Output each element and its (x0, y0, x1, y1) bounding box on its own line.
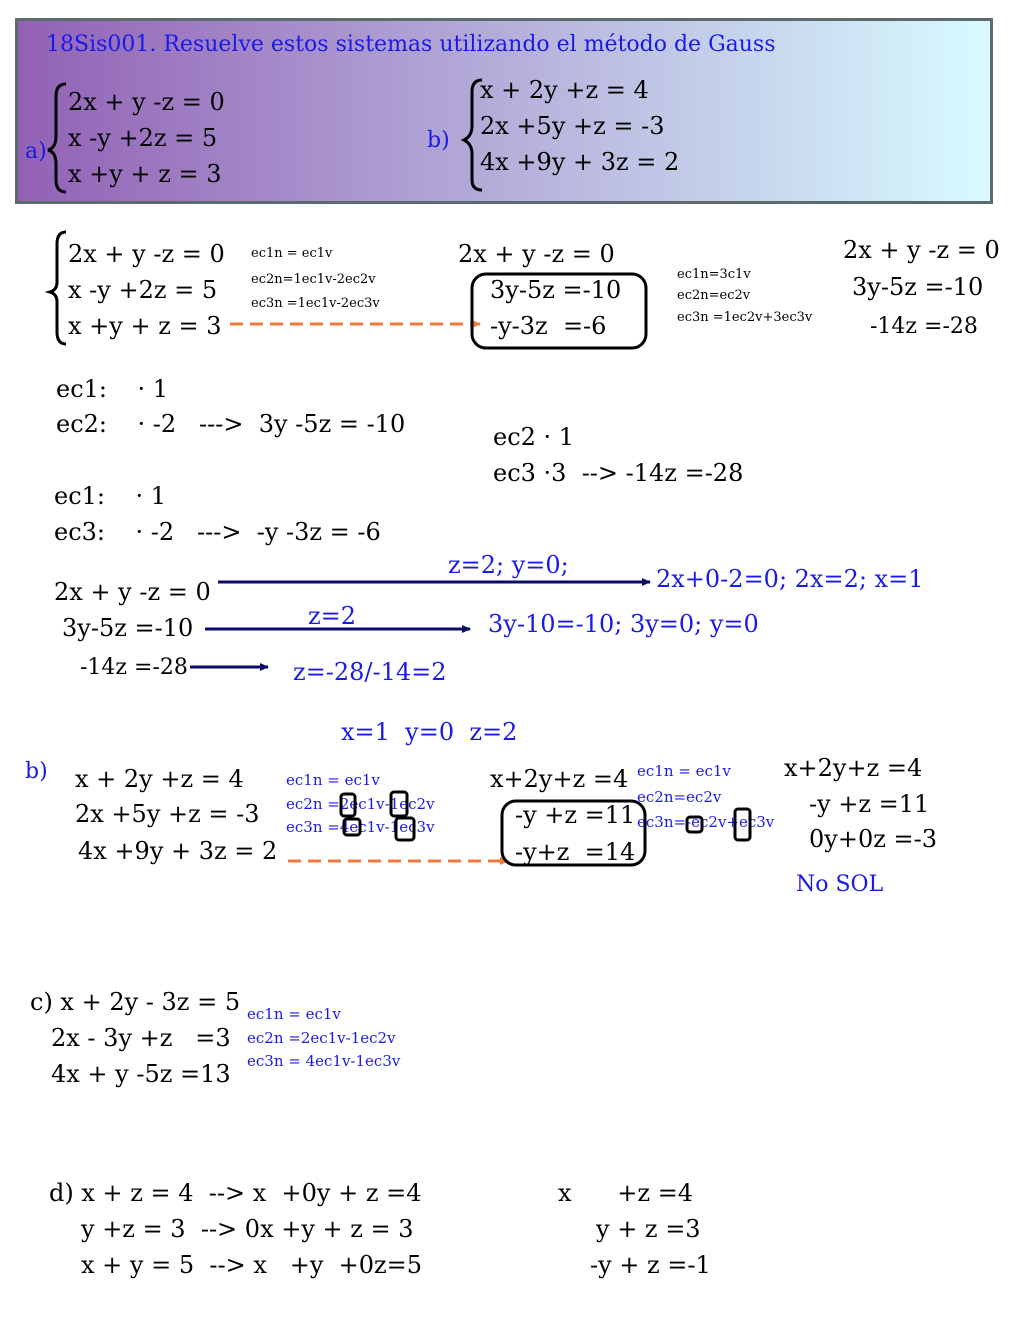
a-back-result-2: 3y-10=-10; 3y=0; y=0 (488, 610, 759, 638)
d-right-eq-3: -y + z =-1 (590, 1251, 711, 1279)
a-system-eq-3: x +y + z = 3 (68, 312, 222, 340)
b-highlight-box-5 (687, 817, 702, 832)
b-label: b) (25, 759, 48, 784)
b-step1-eq-2: -y +z =11 (515, 801, 636, 829)
a-back-result-1: 2x+0-2=0; 2x=2; x=1 (656, 565, 924, 593)
d-left-eq-2: y +z = 3 --> 0x +y + z = 3 (81, 1215, 414, 1243)
a-ops2-line-3: ec3n =1ec2v+3ec3v (677, 310, 813, 325)
a-ops1-line-2: ec2n=1ec1v-2ec2v (251, 272, 376, 287)
a-step2-eq-3: -14z =-28 (870, 314, 978, 339)
b-step1-eq-1: x+2y+z =4 (490, 765, 629, 793)
header-a-eq-2: x -y +2z = 5 (68, 124, 218, 152)
header-b-eq-3: 4x +9y + 3z = 2 (480, 148, 680, 176)
c-ops-line-1: ec1n = ec1v (247, 1005, 341, 1023)
c-system-eq-3: 4x + y -5z =13 (51, 1060, 231, 1088)
c-system-eq-2: 2x - 3y +z =3 (51, 1024, 231, 1052)
a-ops2-line-2: ec2n=ec2v (677, 288, 751, 303)
header-a-eq-1: 2x + y -z = 0 (68, 88, 225, 116)
a-step1-eq-3: -y-3z =-6 (490, 312, 607, 340)
a-back-eq-3: -14z =-28 (80, 655, 188, 680)
d-right-eq-2: y + z =3 (596, 1215, 701, 1243)
b-highlight-box-1 (341, 794, 355, 816)
b-step1-box (502, 801, 645, 865)
b-highlight-box-2 (391, 792, 407, 816)
a-work3-line-1: ec1: · 1 (54, 482, 167, 510)
b-step2-eq-2: -y +z =11 (809, 790, 930, 818)
b-system-eq-1: x + 2y +z = 4 (75, 765, 244, 793)
b-highlight-box-6 (735, 809, 750, 840)
a-system-brace-icon (50, 232, 66, 344)
b-system-eq-2: 2x +5y +z = -3 (75, 800, 260, 828)
a-back-eq-2: 3y-5z =-10 (62, 614, 194, 642)
d-left-eq-1: d) x + z = 4 --> x +0y + z =4 (49, 1179, 422, 1207)
a-step1-box (472, 274, 646, 348)
b-highlight-box-3 (344, 819, 360, 835)
header-a-eq-3: x +y + z = 3 (68, 160, 222, 188)
a-back-note-1: z=2; y=0; (448, 551, 569, 579)
b-highlight-box-4 (396, 818, 414, 840)
header-a-label: a) (25, 139, 47, 164)
b-step2-eq-3: 0y+0z =-3 (809, 825, 937, 853)
a-solution: x=1 y=0 z=2 (341, 718, 518, 746)
a-step2-eq-1: 2x + y -z = 0 (843, 236, 1000, 264)
a-work2-line-1: ec2 · 1 (493, 423, 575, 451)
b-step2-eq-1: x+2y+z =4 (784, 754, 923, 782)
b-system-eq-3: 4x +9y + 3z = 2 (78, 837, 278, 865)
b-ops1-line-3: ec3n =4ec1v-1ec3v (286, 818, 435, 836)
a-work1-line-1: ec1: · 1 (56, 375, 169, 403)
header-b-eq-2: 2x +5y +z = -3 (480, 112, 665, 140)
b-ops1-line-1: ec1n = ec1v (286, 771, 380, 789)
a-work2-line-2: ec3 ·3 --> -14z =-28 (493, 459, 744, 487)
a-ops1-line-3: ec3n =1ec1v-2ec3v (251, 296, 380, 311)
a-step2-eq-2: 3y-5z =-10 (852, 273, 984, 301)
header-b-label: b) (427, 128, 450, 153)
a-ops2-line-1: ec1n=3c1v (677, 267, 751, 282)
b-ops2-line-3: ec3n=-ec2v+ec3v (637, 813, 775, 831)
a-ops1-line-1: ec1n = ec1v (251, 246, 333, 261)
a-back-note-2: z=2 (308, 602, 357, 630)
b-step1-eq-3: -y+z =14 (515, 838, 636, 866)
header-b-brace-icon (464, 80, 482, 190)
a-step1-eq-2: 3y-5z =-10 (490, 276, 622, 304)
b-ops2-line-1: ec1n = ec1v (637, 762, 731, 780)
header-a-brace-icon (48, 84, 66, 192)
d-right-eq-1: x +z =4 (558, 1179, 694, 1207)
a-system-eq-2: x -y +2z = 5 (68, 276, 218, 304)
d-left-eq-3: x + y = 5 --> x +y +0z=5 (81, 1251, 423, 1279)
page-title: 18Sis001. Resuelve estos sistemas utilizando el método de Gauss (46, 32, 776, 57)
c-ops-line-3: ec3n = 4ec1v-1ec3v (247, 1052, 401, 1070)
b-ops1-line-2: ec2n =2ec1v-1ec2v (286, 795, 435, 813)
a-work3-line-2: ec3: · -2 ---> -y -3z = -6 (54, 518, 381, 546)
c-ops-line-2: ec2n =2ec1v-1ec2v (247, 1029, 396, 1047)
b-ops2-line-2: ec2n=ec2v (637, 788, 722, 806)
a-work1-line-2: ec2: · -2 ---> 3y -5z = -10 (56, 410, 406, 438)
header-b-eq-1: x + 2y +z = 4 (480, 76, 649, 104)
b-result: No SOL (796, 872, 884, 897)
a-back-result-3: z=-28/-14=2 (293, 658, 447, 686)
a-back-eq-1: 2x + y -z = 0 (54, 578, 211, 606)
a-step1-eq-1: 2x + y -z = 0 (458, 240, 615, 268)
c-system-eq-1: c) x + 2y - 3z = 5 (30, 988, 241, 1016)
a-system-eq-1: 2x + y -z = 0 (68, 240, 225, 268)
